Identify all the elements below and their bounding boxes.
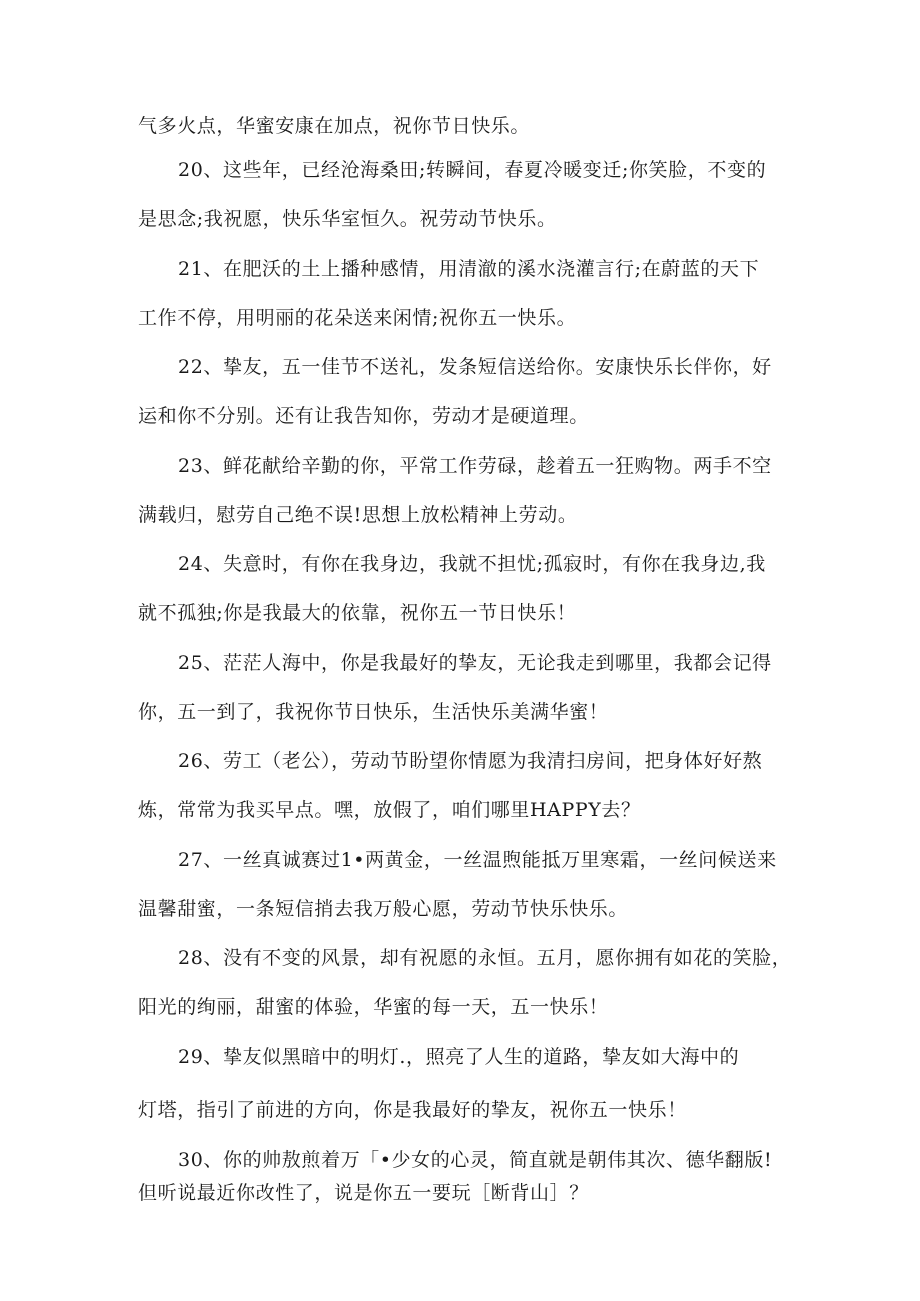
text-line: 21、在肥沃的土上播种感情，用清澈的溪水浇灌言行;在蔚蓝的天下 xyxy=(178,258,760,280)
text-line: 温馨甜蜜，一条短信捎去我万般心愿，劳动节快乐快乐。 xyxy=(138,898,629,920)
text-line: 就不孤独;你是我最大的依靠，祝你五一节日快乐！ xyxy=(138,602,577,624)
text-line: 阳光的绚丽，甜蜜的体验，华蜜的每一天，五一快乐！ xyxy=(138,996,609,1018)
text-line: 24、失意时，有你在我身边，我就不担忧;孤寂时，有你在我身边,我 xyxy=(178,553,766,575)
text-line: 25、茫茫人海中，你是我最好的挚友，无论我走到哪里，我都会记得 xyxy=(178,652,772,674)
text-line: 22、挚友，五一佳节不送礼，发条短信送给你。安康快乐长伴你，好 xyxy=(178,356,772,378)
text-line: 灯塔，指引了前进的方向，你是我最好的挚友，祝你五一快乐！ xyxy=(138,1099,687,1121)
text-line: 29、挚友似黑暗中的明灯.，照亮了人生的道路，挚友如大海中的 xyxy=(178,1046,740,1068)
text-line: 工作不停，用明丽的花朵送来闲情;祝你五一快乐。 xyxy=(138,307,577,329)
text-line: 27、一丝真诚赛过1•两黄金，一丝温煦能抵万里寒霜，一丝问候送来 xyxy=(178,849,777,871)
text-line: 30、你的帅敖煎着万「•少女的心灵，简直就是朝伟其次、德华翻版! xyxy=(178,1149,773,1171)
text-line: 满载归，慰劳自己绝不误!思想上放松精神上劳动。 xyxy=(138,504,578,526)
text-line: 运和你不分别。还有让我告知你，劳动才是硬道理。 xyxy=(138,405,589,427)
text-line: 炼，常常为我买早点。嘿，放假了，咱们哪里HAPPY去？ xyxy=(138,799,641,821)
text-line: 23、鲜花献给辛勤的你，平常工作劳碌，趁着五一狂购物。两手不空 xyxy=(178,455,772,477)
text-line: 是思念;我祝愿，快乐华室恒久。祝劳动节快乐。 xyxy=(138,208,557,230)
text-line: 气多火点，华蜜安康在加点，祝你节日快乐。 xyxy=(138,115,531,137)
text-line: 你，五一到了，我祝你节日快乐，生活快乐美满华蜜！ xyxy=(138,701,609,723)
text-line: 但听说最近你改性了，说是你五一要玩［断背山］？ xyxy=(138,1182,589,1204)
text-line: 28、没有不变的风景，却有祝愿的永恒。五月，愿你拥有如花的笑脸， xyxy=(178,947,792,969)
text-line: 20、这些年，已经沧海桑田;转瞬间，春夏冷暖变迁;你笑脸，不变的 xyxy=(178,159,767,181)
text-line: 26、劳工（老公），劳动节盼望你情愿为我清扫房间，把身体好好熬 xyxy=(178,750,763,772)
